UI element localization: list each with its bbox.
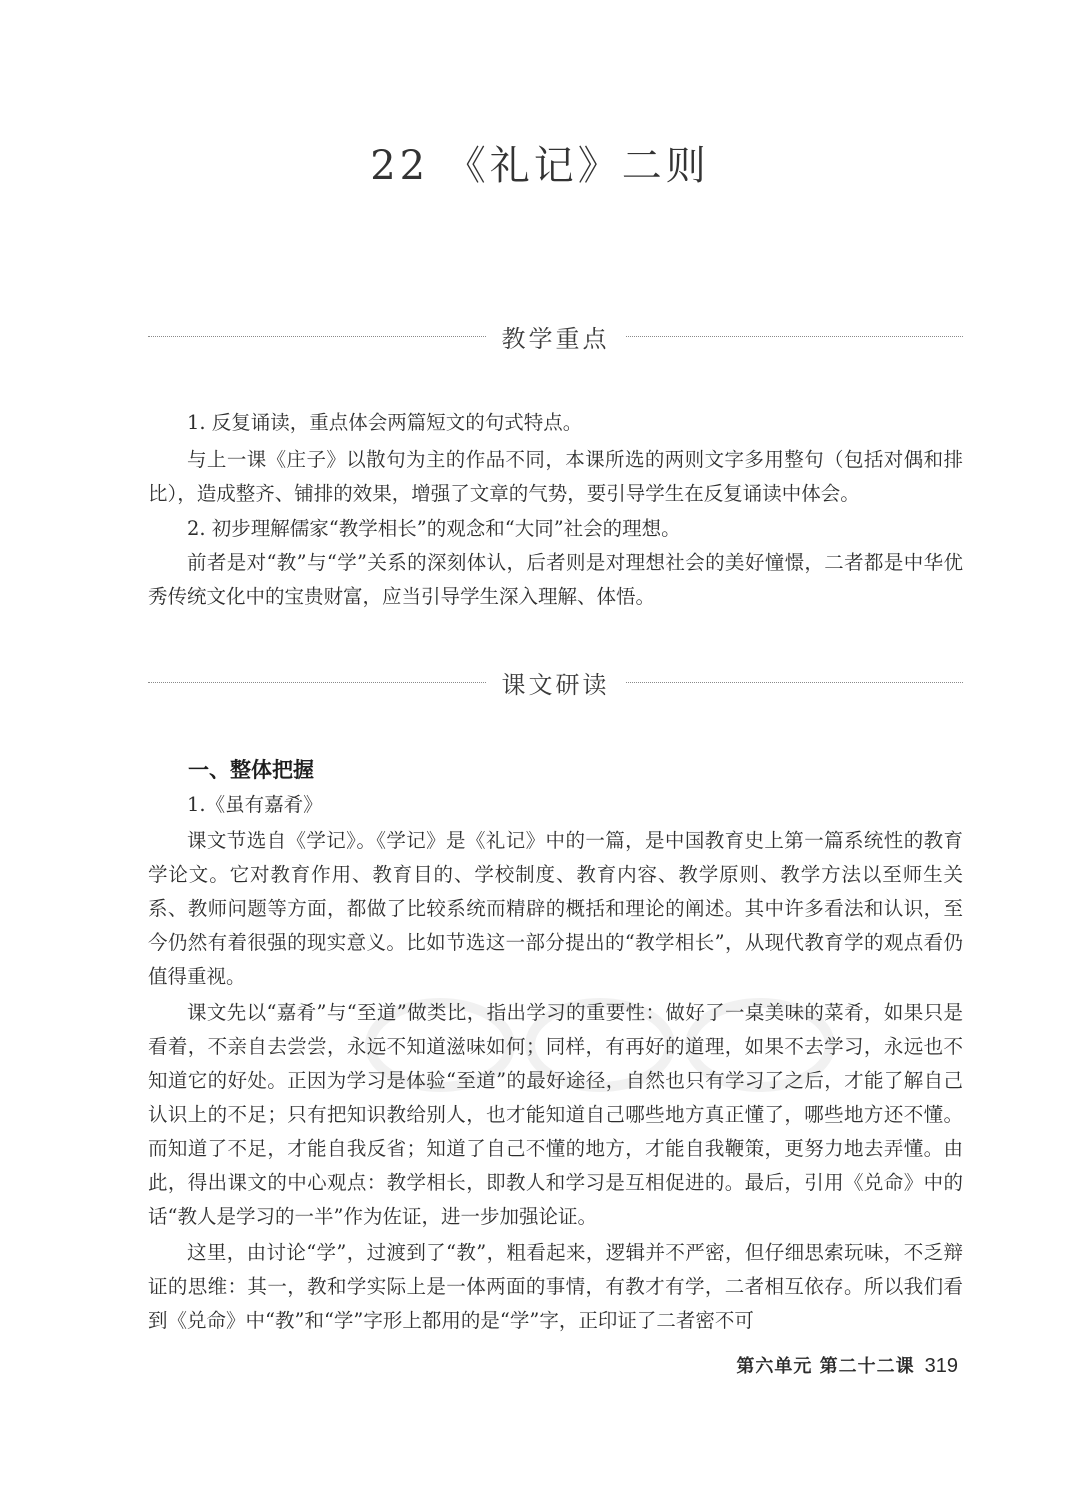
subsection-heading: 一、整体把握	[188, 757, 314, 782]
focus-item-1: 1. 反复诵读，重点体会两篇短文的句式特点。	[187, 411, 583, 434]
body-paragraph-3: 这里，由讨论“学”，过渡到了“教”，粗看起来，逻辑并不严密，但仔细思索玩味，不乏辩证的思维：其一，教和学实际上是一体两面的事情，有教才有学，二者相互依存。所以我们看到《兑命》中“教”和“学”字形上都用的是“学”字，正印证了二者密不可	[148, 1241, 963, 1332]
section-heading: 教学重点	[501, 324, 610, 353]
body-paragraph-1: 课文节选自《学记》。《学记》是《礼记》中的一篇，是中国教育史上第一篇系统性的教育学论文。它对教育作用、教育目的、学校制度、教育内容、教学原则、教学方法以至师生关系、教师问题等方面，都做了比较系统而精辟的概括和理论的阐述。其中许多看法和认识，至今仍然有着很强的现实意义。比如节选这一部分提出的“教学相长”，从现代教育学的观点看仍值得重视。	[148, 829, 963, 988]
dotted-rule-right	[626, 682, 964, 683]
focus-paragraph-2: 前者是对“教”与“学”关系的深刻体认，后者则是对理想社会的美好憧憬，二者都是中华优秀传统文化中的宝贵财富，应当引导学生深入理解、体悟。	[148, 551, 963, 608]
dotted-rule-left	[148, 682, 486, 683]
footer-unit-label: 第六单元 第二十二课	[736, 1356, 915, 1377]
section-header-teaching-focus	[148, 316, 963, 356]
focus-item-2: 2. 初步理解儒家“教学相长”的观念和“大同”社会的理想。	[187, 517, 681, 540]
item-title: 1.《虽有嘉肴》	[187, 793, 323, 816]
dotted-rule-right	[626, 336, 964, 337]
page-title: 22 《礼记》二则	[370, 143, 710, 189]
dotted-rule-left	[148, 336, 486, 337]
focus-paragraph-1: 与上一课《庄子》以散句为主的作品不同，本课所选的两则文字多用整句（包括对偶和排比），造成整齐、铺排的效果，增强了文章的气势，要引导学生在反复诵读中体会。	[148, 448, 963, 505]
section-heading: 课文研读	[501, 670, 610, 699]
body-paragraph-2: 课文先以“嘉肴”与“至道”做类比，指出学习的重要性：做好了一桌美味的菜肴，如果只是看着，不亲自去尝尝，永远不知道滋味如何；同样，有再好的道理，如果不去学习，永远也不知道它的好处。正因为学习是体验“至道”的最好途径，自然也只有学习了之后，才能了解自己认识上的不足；只有把知识教给别人，也才能知道自己哪些地方真正懂了，哪些地方还不懂。而知道了不足，才能自我反省；知道了自己不懂的地方，才能自我鞭策，更努力地去弄懂。由此，得出课文的中心观点：教学相长，即教人和学习是互相促进的。最后，引用《兑命》中的话“教人是学习的一半”作为佐证，进一步加强论证。	[148, 1001, 963, 1228]
section-header-text-study	[148, 662, 963, 702]
page-footer	[736, 1352, 958, 1378]
page-number: 319	[924, 1355, 958, 1377]
